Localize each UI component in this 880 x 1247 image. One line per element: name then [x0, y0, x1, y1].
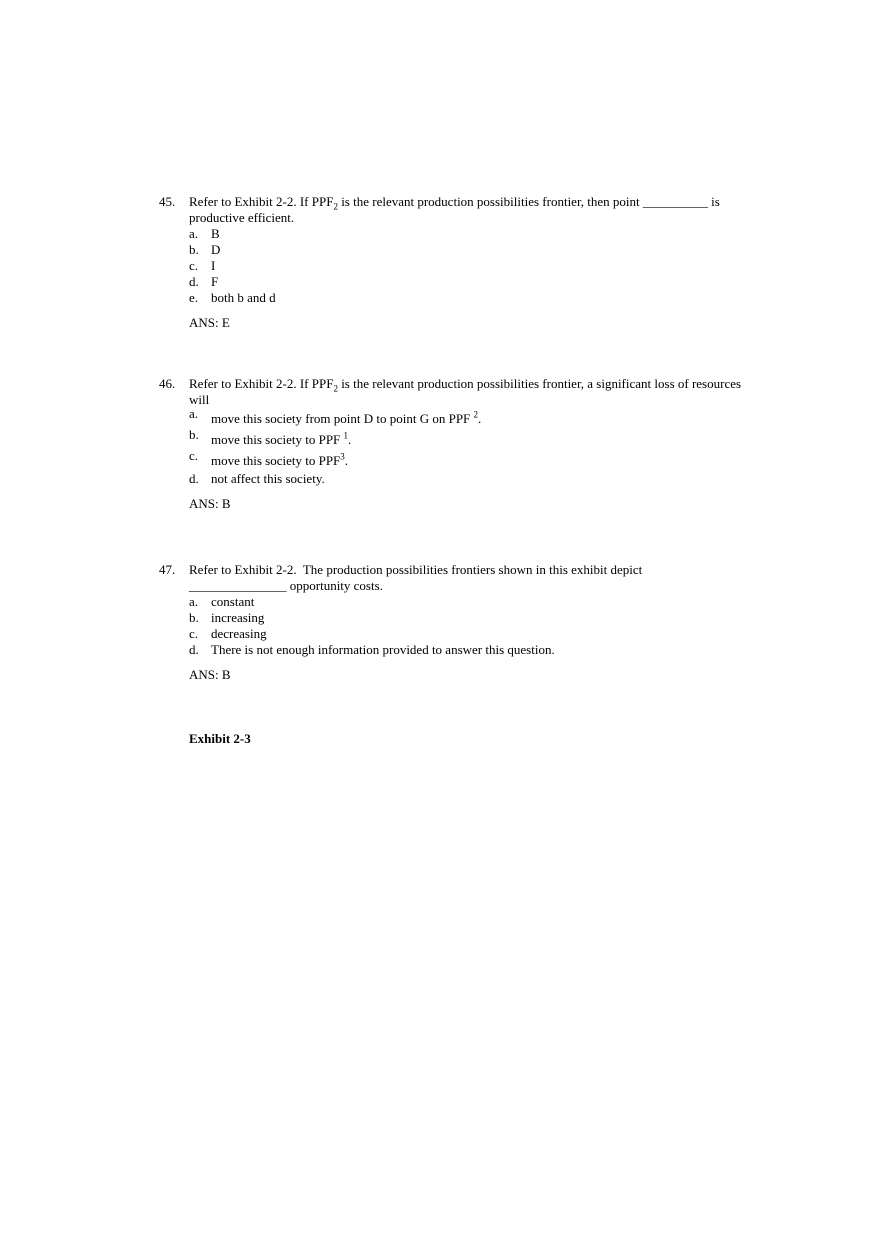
question-stem [159, 194, 759, 226]
option-c: c. I [189, 258, 216, 273]
exhibit-title: Exhibit 2-3 [189, 731, 251, 746]
question-text: Refer to Exhibit 2-2. If $PPF_2$ is the relevant production possibilities frontier, a significant loss of resources will [189, 376, 742, 407]
option-b: b. D [189, 242, 221, 257]
option-a: a. constant [189, 594, 255, 609]
option-a: a. B [189, 226, 220, 241]
question-number: 46. [159, 376, 176, 391]
question-stem [159, 376, 759, 408]
option-d: d. not affect this society. [189, 471, 325, 486]
answer-key: ANS: B [189, 496, 231, 511]
answer-key: ANS: B [189, 667, 231, 682]
question-text: Refer to Exhibit 2-2. If $PPF_2$ is the relevant production possibilities frontier, then point __________ is productive efficient. [189, 194, 720, 225]
option-b: b. increasing [189, 610, 265, 625]
option-e: e. both b and d [189, 290, 276, 305]
question-47 [159, 562, 759, 683]
question-46 [159, 376, 759, 512]
option-d: d. F [189, 274, 219, 289]
option-c: c. move this society to PPF$^3$. [189, 448, 349, 468]
question-45 [159, 194, 759, 331]
answer-options [189, 594, 759, 658]
option-c: c. decreasing [189, 626, 267, 641]
answer-options [189, 226, 759, 306]
option-a: a. move this society from point D to point G on PPF $^2$. [189, 406, 482, 426]
question-text: Refer to Exhibit 2-2. The production possibilities frontiers shown in this exhibit depict _______________ opportunity costs. [189, 562, 646, 593]
question-stem [159, 562, 759, 594]
option-d: d. There is not enough information provided to answer this question. [189, 642, 555, 657]
answer-key: ANS: E [189, 315, 230, 330]
question-number: 45. [159, 194, 176, 209]
question-number: 47. [159, 562, 176, 577]
option-b: b. move this society to PPF $^1$. [189, 427, 352, 447]
answer-options [189, 408, 759, 487]
